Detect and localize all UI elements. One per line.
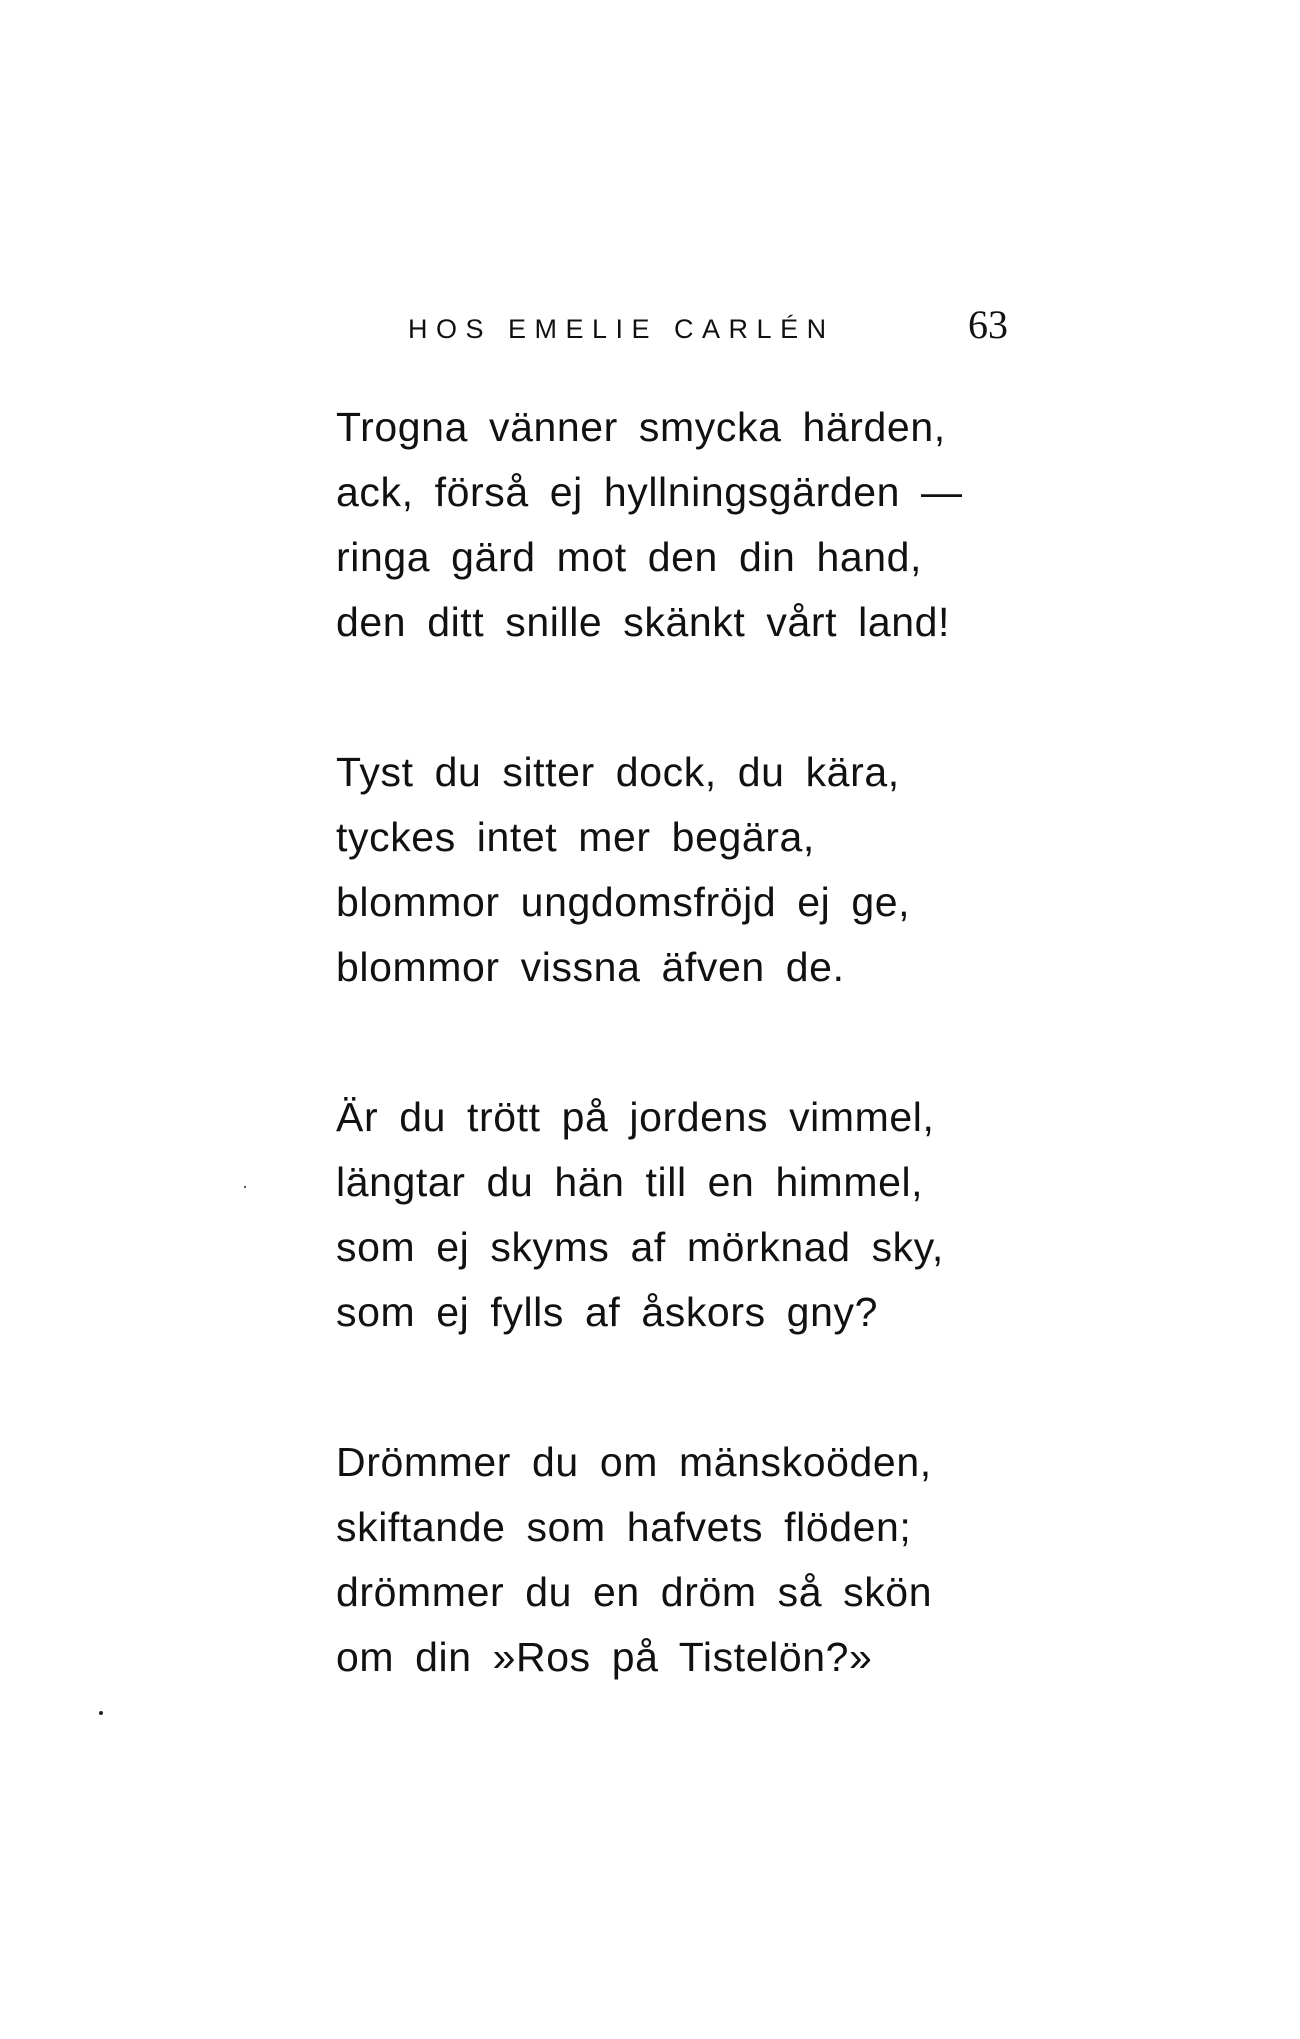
stanza-3	[336, 1085, 1016, 1345]
poem-line: blommor ungdomsfröjd ej ge,	[336, 879, 911, 925]
poem-line: Drömmer du om mänskoöden,	[336, 1439, 932, 1485]
page-number: 63	[968, 302, 1008, 347]
poem-line: som ej skyms af mörknad sky,	[336, 1224, 944, 1270]
stanza-4	[336, 1430, 1016, 1690]
poem-line: ringa gärd mot den din hand,	[336, 534, 923, 580]
poem-line: om din »Ros på Tistelön?»	[336, 1634, 873, 1680]
poem-line: den ditt snille skänkt vårt land!	[336, 599, 951, 645]
paper-speck	[244, 1186, 246, 1188]
poem-line: som ej fylls af åskors gny?	[336, 1289, 878, 1335]
poem-line: längtar du hän till en himmel,	[336, 1159, 924, 1205]
stanza-2	[336, 740, 1016, 1000]
stanza-1	[336, 395, 1016, 655]
poem-line: skiftande som hafvets flöden;	[336, 1504, 912, 1550]
poem-line: Tyst du sitter dock, du kära,	[336, 749, 900, 795]
paper-speck	[99, 1711, 103, 1715]
poem	[336, 395, 1016, 1775]
poem-line: blommor vissna äfven de.	[336, 944, 845, 990]
poem-line: ack, förså ej hyllningsgärden —	[336, 469, 963, 515]
poem-line: tyckes intet mer begära,	[336, 814, 815, 860]
running-title: HOS EMELIE CARLÉN	[408, 314, 835, 344]
poem-line: Är du trött på jordens vimmel,	[336, 1094, 935, 1140]
poem-line: Trogna vänner smycka härden,	[336, 404, 946, 450]
running-head	[408, 302, 1008, 353]
poem-line: drömmer du en dröm så skön	[336, 1569, 933, 1615]
